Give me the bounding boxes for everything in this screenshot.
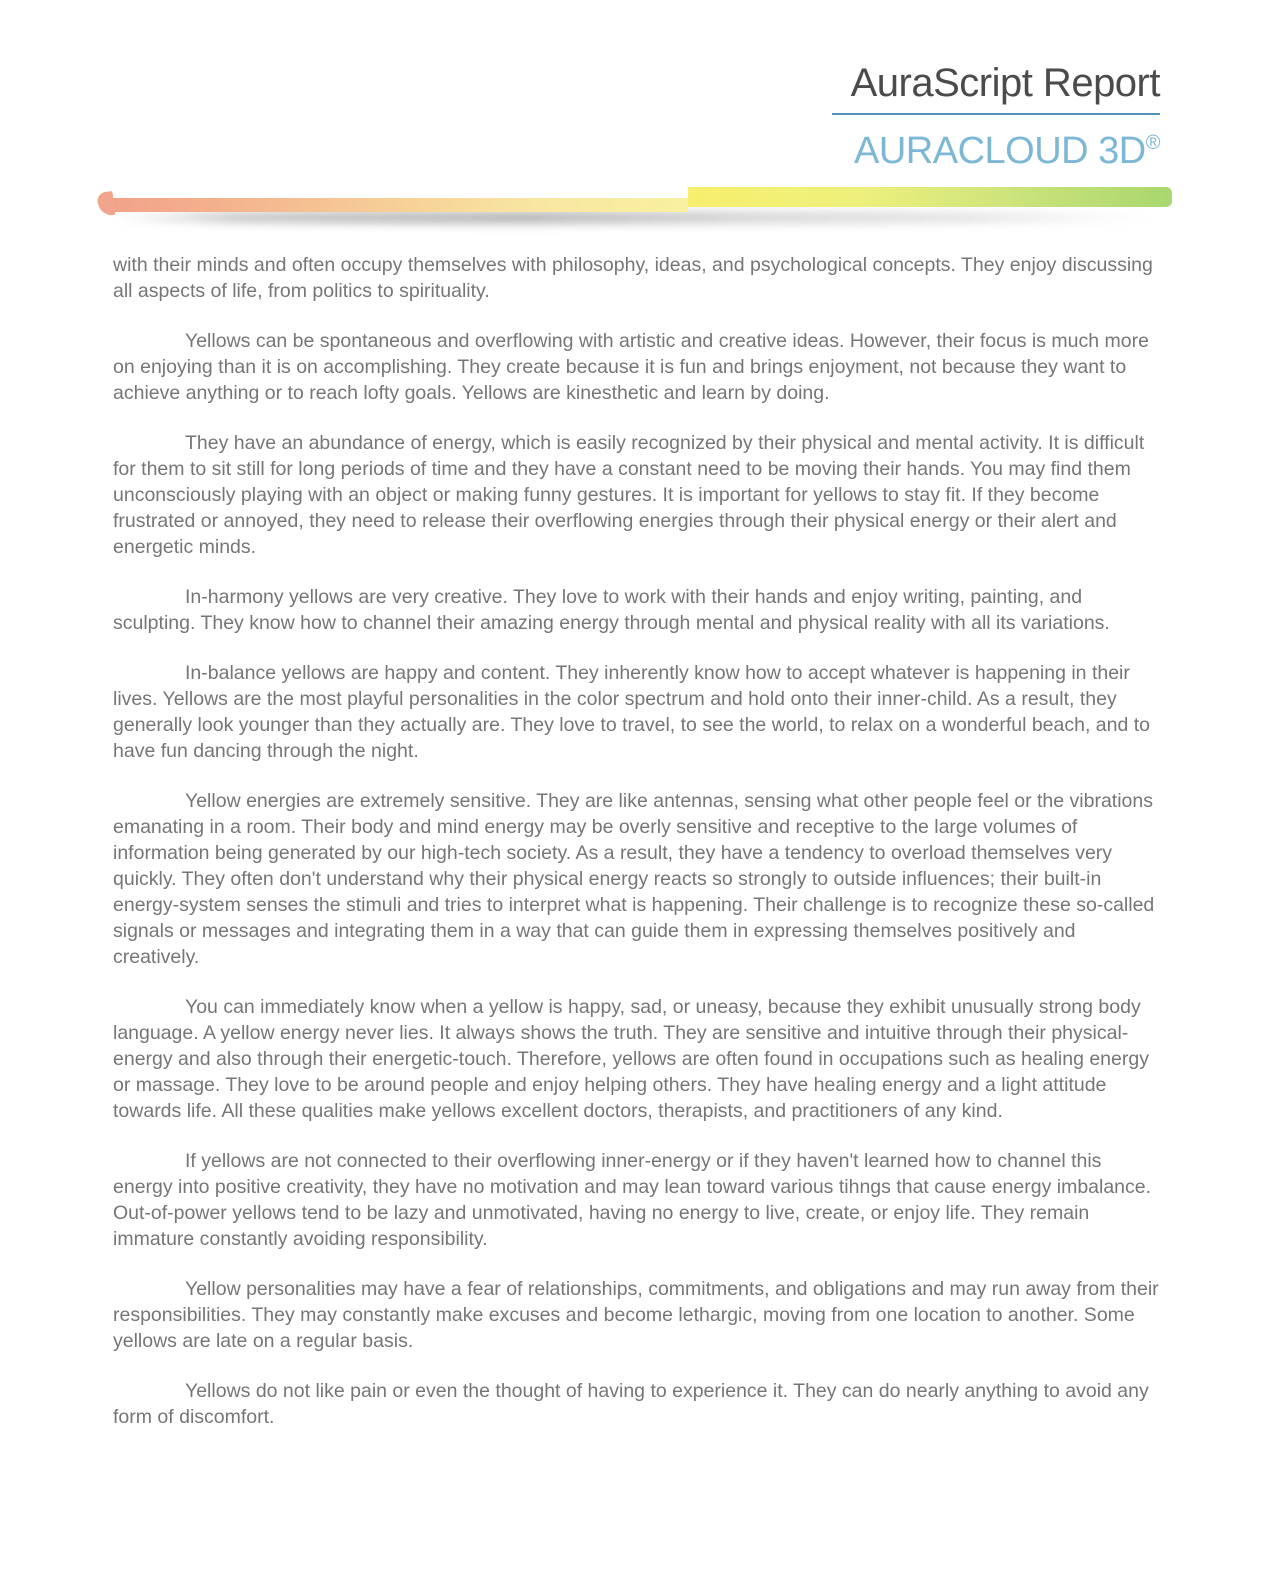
paragraph: If yellows are not connected to their overflowing inner-energy or if they haven't learned how to channel this energy into positive creativity, they have no motivation and may lean toward various tihngs that cause energy imbalance. Out-of-power yellows tend to be lazy and unmotivated, having no energy to live, create, or enjoy life. They remain immature constantly avoiding responsibility. <box>113 1150 1152 1250</box>
paragraph: Yellows can be spontaneous and overflowing with artistic and creative ideas. However, their focus is much more on enjoying than it is on accomplishing. They create because it is fun and brings enjoyment, not because they want to achieve anything or to reach lofty goals. Yellows are kinesthetic and learn by doing. <box>113 330 1149 404</box>
gradient-ribbon <box>100 185 1172 240</box>
ribbon-warm-band <box>100 198 688 212</box>
paragraph: They have an abundance of energy, which is easily recognized by their physical and mental activity. It is difficult for them to sit still for long periods of time and they have a constant need to be moving their hands. You may find them unconsciously playing with an object or making funny gestures. It is important for yellows to stay fit. If they become frustrated or annoyed, they need to release their overflowing energies through their physical energy or their alert and energetic minds. <box>113 432 1145 558</box>
brand-name: AURACLOUD 3D <box>854 130 1146 172</box>
report-title: AuraScript Report <box>850 61 1160 105</box>
registered-trademark-icon: ® <box>1145 132 1160 154</box>
ribbon-shadow <box>106 212 1162 223</box>
header-divider <box>832 113 1160 115</box>
brand-logo <box>832 122 1160 172</box>
paragraph: Yellow personalities may have a fear of relationships, commitments, and obligations and may run away from their responsibilities. They may constantly make excuses and become lethargic, moving from one location to another. Some yellows are late on a regular basis. <box>113 1278 1159 1352</box>
paragraph: In-harmony yellows are very creative. They love to work with their hands and enjoy writing, painting, and sculpting. They know how to channel their amazing energy through mental and physical reality with all its variations. <box>113 586 1110 634</box>
paragraph: Yellows do not like pain or even the thought of having to experience it. They can do nearly anything to avoid any form of discomfort. <box>113 1380 1149 1428</box>
paragraph: Yellow energies are extremely sensitive. They are like antennas, sensing what other people feel or the vibrations emanating in a room. Their body and mind energy may be overly sensitive and receptive to the large volumes of information being generated by our high-tech society. As a result, they have a tendency to overload themselves very quickly. They often don't understand why their physical energy reacts so strongly to outside influences; their built-in energy-system senses the stimuli and tries to interpret what is happening. Their challenge is to recognize these so-called signals or messages and integrating them in a way that can guide them in expressing themselves positively and creatively. <box>113 790 1155 968</box>
ribbon-green-band <box>688 187 1172 207</box>
report-header <box>832 60 1160 172</box>
document-body <box>113 252 1159 1454</box>
paragraph: with their minds and often occupy themselves with philosophy, ideas, and psychological concepts. They enjoy discussing all aspects of life, from politics to spirituality. <box>113 254 1153 302</box>
paragraph: You can immediately know when a yellow is happy, sad, or uneasy, because they exhibit unusually strong body language. A yellow energy never lies. It always shows the truth. They are sensitive and intuitive through their physical-energy and also through their energetic-touch. Therefore, yellows are often found in occupations such as healing energy or massage. They love to be around people and enjoy helping others. They have healing energy and a light attitude towards life. All these qualities make yellows excellent doctors, therapists, and practitioners of any kind. <box>113 996 1149 1122</box>
paragraph: In-balance yellows are happy and content. They inherently know how to accept whatever is happening in their lives. Yellows are the most playful personalities in the color spectrum and hold onto their inner-child. As a result, they generally look younger than they actually are. They love to travel, to see the world, to relax on a wonderful beach, and to have fun dancing through the night. <box>113 662 1151 762</box>
